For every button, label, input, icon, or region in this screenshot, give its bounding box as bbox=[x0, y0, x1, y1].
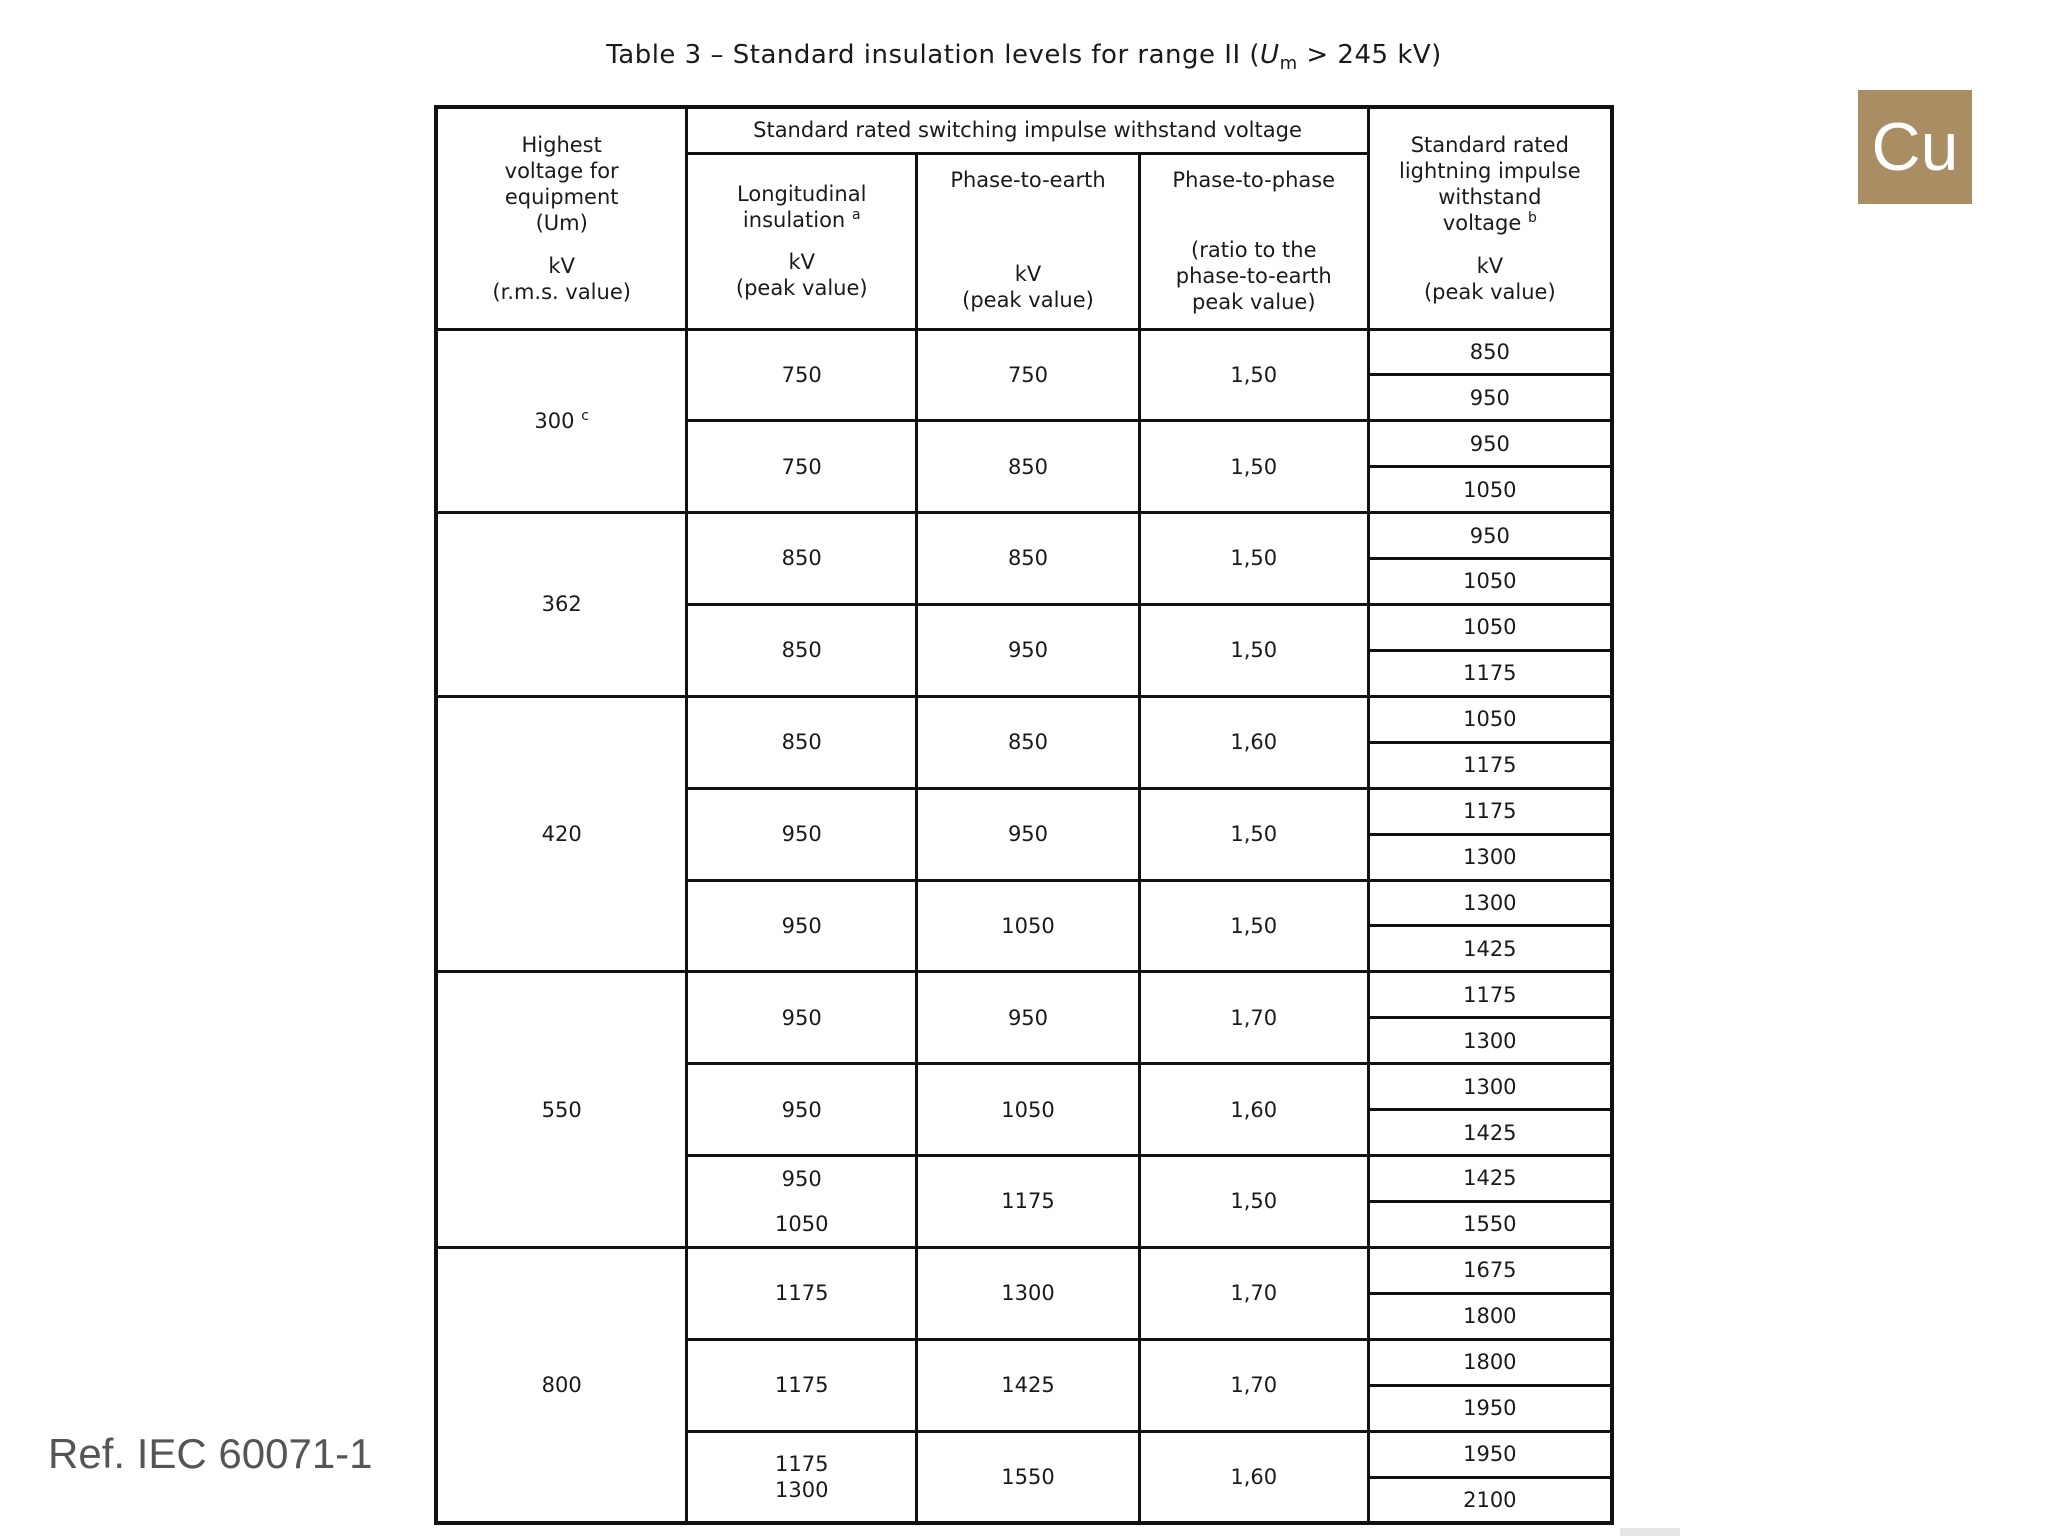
cell-lightning-impulse: 1050 bbox=[1368, 559, 1612, 605]
cell-phase-to-phase: 1,50 bbox=[1139, 421, 1368, 513]
cell-longitudinal: 950 bbox=[687, 1064, 917, 1156]
cell-lightning-impulse: 1050 bbox=[1368, 467, 1612, 513]
cell-phase-to-earth: 1425 bbox=[917, 1339, 1140, 1431]
cell-phase-to-phase: 1,50 bbox=[1139, 1156, 1368, 1248]
cell-phase-to-earth: 850 bbox=[917, 513, 1140, 605]
cell-highest-voltage: 300 $^c$ bbox=[436, 329, 687, 513]
cell-lightning-impulse: 1300 bbox=[1368, 1064, 1612, 1110]
cell-phase-to-phase: 1,50 bbox=[1139, 788, 1368, 880]
header-switching-impulse-group: Standard rated switching impulse withstand voltage bbox=[687, 107, 1368, 153]
cell-lightning-impulse: 2100 bbox=[1368, 1477, 1612, 1523]
cell-highest-voltage: 362 bbox=[436, 513, 687, 697]
reference-note: Ref. IEC 60071-1 bbox=[48, 1430, 373, 1477]
cell-lightning-impulse: 1550 bbox=[1368, 1202, 1612, 1248]
cell-lightning-impulse: 950 bbox=[1368, 421, 1612, 467]
header-phase-to-earth: Phase-to-earth kV (peak value) bbox=[917, 153, 1140, 329]
footnote-c: c bbox=[581, 407, 589, 424]
cell-phase-to-earth: 850 bbox=[917, 696, 1140, 788]
cell-lightning-impulse: 1675 bbox=[1368, 1247, 1612, 1293]
cell-phase-to-phase: 1,60 bbox=[1139, 696, 1368, 788]
table-row bbox=[436, 513, 1612, 559]
cell-phase-to-earth: 850 bbox=[917, 421, 1140, 513]
cell-phase-to-phase: 1,50 bbox=[1139, 880, 1368, 972]
table-row bbox=[436, 696, 1612, 742]
cell-longitudinal: 1175 1300 bbox=[687, 1431, 917, 1523]
cell-phase-to-earth: 950 bbox=[917, 605, 1140, 697]
header-highest-voltage: Highest voltage for equipment (Um) kV (r.m.s. value) bbox=[436, 107, 687, 329]
table-row bbox=[436, 1247, 1612, 1293]
cell-highest-voltage: 420 bbox=[436, 696, 687, 972]
caption-prefix: Table 3 – Standard insulation levels for range II ( bbox=[606, 40, 1261, 70]
cell-longitudinal: 850 bbox=[687, 513, 917, 605]
cell-lightning-impulse: 1950 bbox=[1368, 1431, 1612, 1477]
cell-longitudinal: 850 bbox=[687, 696, 917, 788]
copper-logo: Cu bbox=[1858, 90, 1972, 204]
footnote-a: a bbox=[851, 206, 861, 223]
cell-phase-to-earth: 950 bbox=[917, 972, 1140, 1064]
table-row bbox=[436, 972, 1612, 1018]
cell-phase-to-phase: 1,50 bbox=[1139, 329, 1368, 421]
header-longitudinal: Longitudinal insulation $^a$ kV (peak value) bbox=[687, 153, 917, 329]
cell-longitudinal: 1175 bbox=[687, 1247, 917, 1339]
cell-highest-voltage: 800 bbox=[436, 1247, 687, 1523]
cell-phase-to-phase: 1,60 bbox=[1139, 1064, 1368, 1156]
caption-suffix: > 245 kV) bbox=[1297, 40, 1442, 70]
cell-phase-to-earth: 950 bbox=[917, 788, 1140, 880]
cell-phase-to-phase: 1,60 bbox=[1139, 1431, 1368, 1523]
cell-longitudinal: 950 bbox=[687, 788, 917, 880]
cell-longitudinal: 1175 bbox=[687, 1339, 917, 1431]
cell-lightning-impulse: 1175 bbox=[1368, 788, 1612, 834]
cell-lightning-impulse: 1175 bbox=[1368, 650, 1612, 696]
cell-lightning-impulse: 1800 bbox=[1368, 1293, 1612, 1339]
cell-phase-to-earth: 1300 bbox=[917, 1247, 1140, 1339]
cell-longitudinal: 850 bbox=[687, 605, 917, 697]
cell-phase-to-phase: 1,50 bbox=[1139, 513, 1368, 605]
page-edge-decoration bbox=[1620, 1528, 1680, 1536]
cell-phase-to-earth: 1175 bbox=[917, 1156, 1140, 1248]
cell-longitudinal: 950 bbox=[687, 972, 917, 1064]
cell-longitudinal: 750 bbox=[687, 421, 917, 513]
cell-lightning-impulse: 1300 bbox=[1368, 1018, 1612, 1064]
header-phase-to-phase: Phase-to-phase (ratio to the phase-to-earth peak value) bbox=[1139, 153, 1368, 329]
header-lightning-impulse: Standard rated lightning impulse withstand voltage $^b$ kV (peak value) bbox=[1368, 107, 1612, 329]
cell-lightning-impulse: 1425 bbox=[1368, 1156, 1612, 1202]
cell-longitudinal: 950 1050 bbox=[687, 1156, 917, 1248]
cell-lightning-impulse: 950 bbox=[1368, 513, 1612, 559]
cell-phase-to-earth: 1050 bbox=[917, 1064, 1140, 1156]
cell-phase-to-phase: 1,70 bbox=[1139, 972, 1368, 1064]
cell-lightning-impulse: 1175 bbox=[1368, 742, 1612, 788]
cell-lightning-impulse: 1175 bbox=[1368, 972, 1612, 1018]
cell-lightning-impulse: 850 bbox=[1368, 329, 1612, 375]
table-row bbox=[436, 329, 1612, 375]
cell-lightning-impulse: 1300 bbox=[1368, 880, 1612, 926]
caption-subscript: m bbox=[1279, 53, 1298, 74]
cell-highest-voltage: 550 bbox=[436, 972, 687, 1248]
cell-phase-to-earth: 750 bbox=[917, 329, 1140, 421]
cell-lightning-impulse: 950 bbox=[1368, 375, 1612, 421]
insulation-levels-table bbox=[434, 105, 1614, 1525]
table-caption bbox=[434, 40, 1614, 74]
cell-lightning-impulse: 1800 bbox=[1368, 1339, 1612, 1385]
footnote-b: b bbox=[1527, 210, 1537, 227]
cell-phase-to-earth: 1050 bbox=[917, 880, 1140, 972]
table-body bbox=[436, 329, 1612, 1523]
cell-phase-to-phase: 1,70 bbox=[1139, 1247, 1368, 1339]
cell-lightning-impulse: 1300 bbox=[1368, 834, 1612, 880]
cell-longitudinal: 950 bbox=[687, 880, 917, 972]
caption-symbol: U bbox=[1260, 40, 1280, 70]
cell-phase-to-phase: 1,50 bbox=[1139, 605, 1368, 697]
cell-lightning-impulse: 1950 bbox=[1368, 1385, 1612, 1431]
cell-phase-to-earth: 1550 bbox=[917, 1431, 1140, 1523]
cell-phase-to-phase: 1,70 bbox=[1139, 1339, 1368, 1431]
cell-lightning-impulse: 1050 bbox=[1368, 696, 1612, 742]
cell-lightning-impulse: 1425 bbox=[1368, 926, 1612, 972]
cell-lightning-impulse: 1425 bbox=[1368, 1110, 1612, 1156]
cell-longitudinal: 750 bbox=[687, 329, 917, 421]
cell-lightning-impulse: 1050 bbox=[1368, 605, 1612, 651]
